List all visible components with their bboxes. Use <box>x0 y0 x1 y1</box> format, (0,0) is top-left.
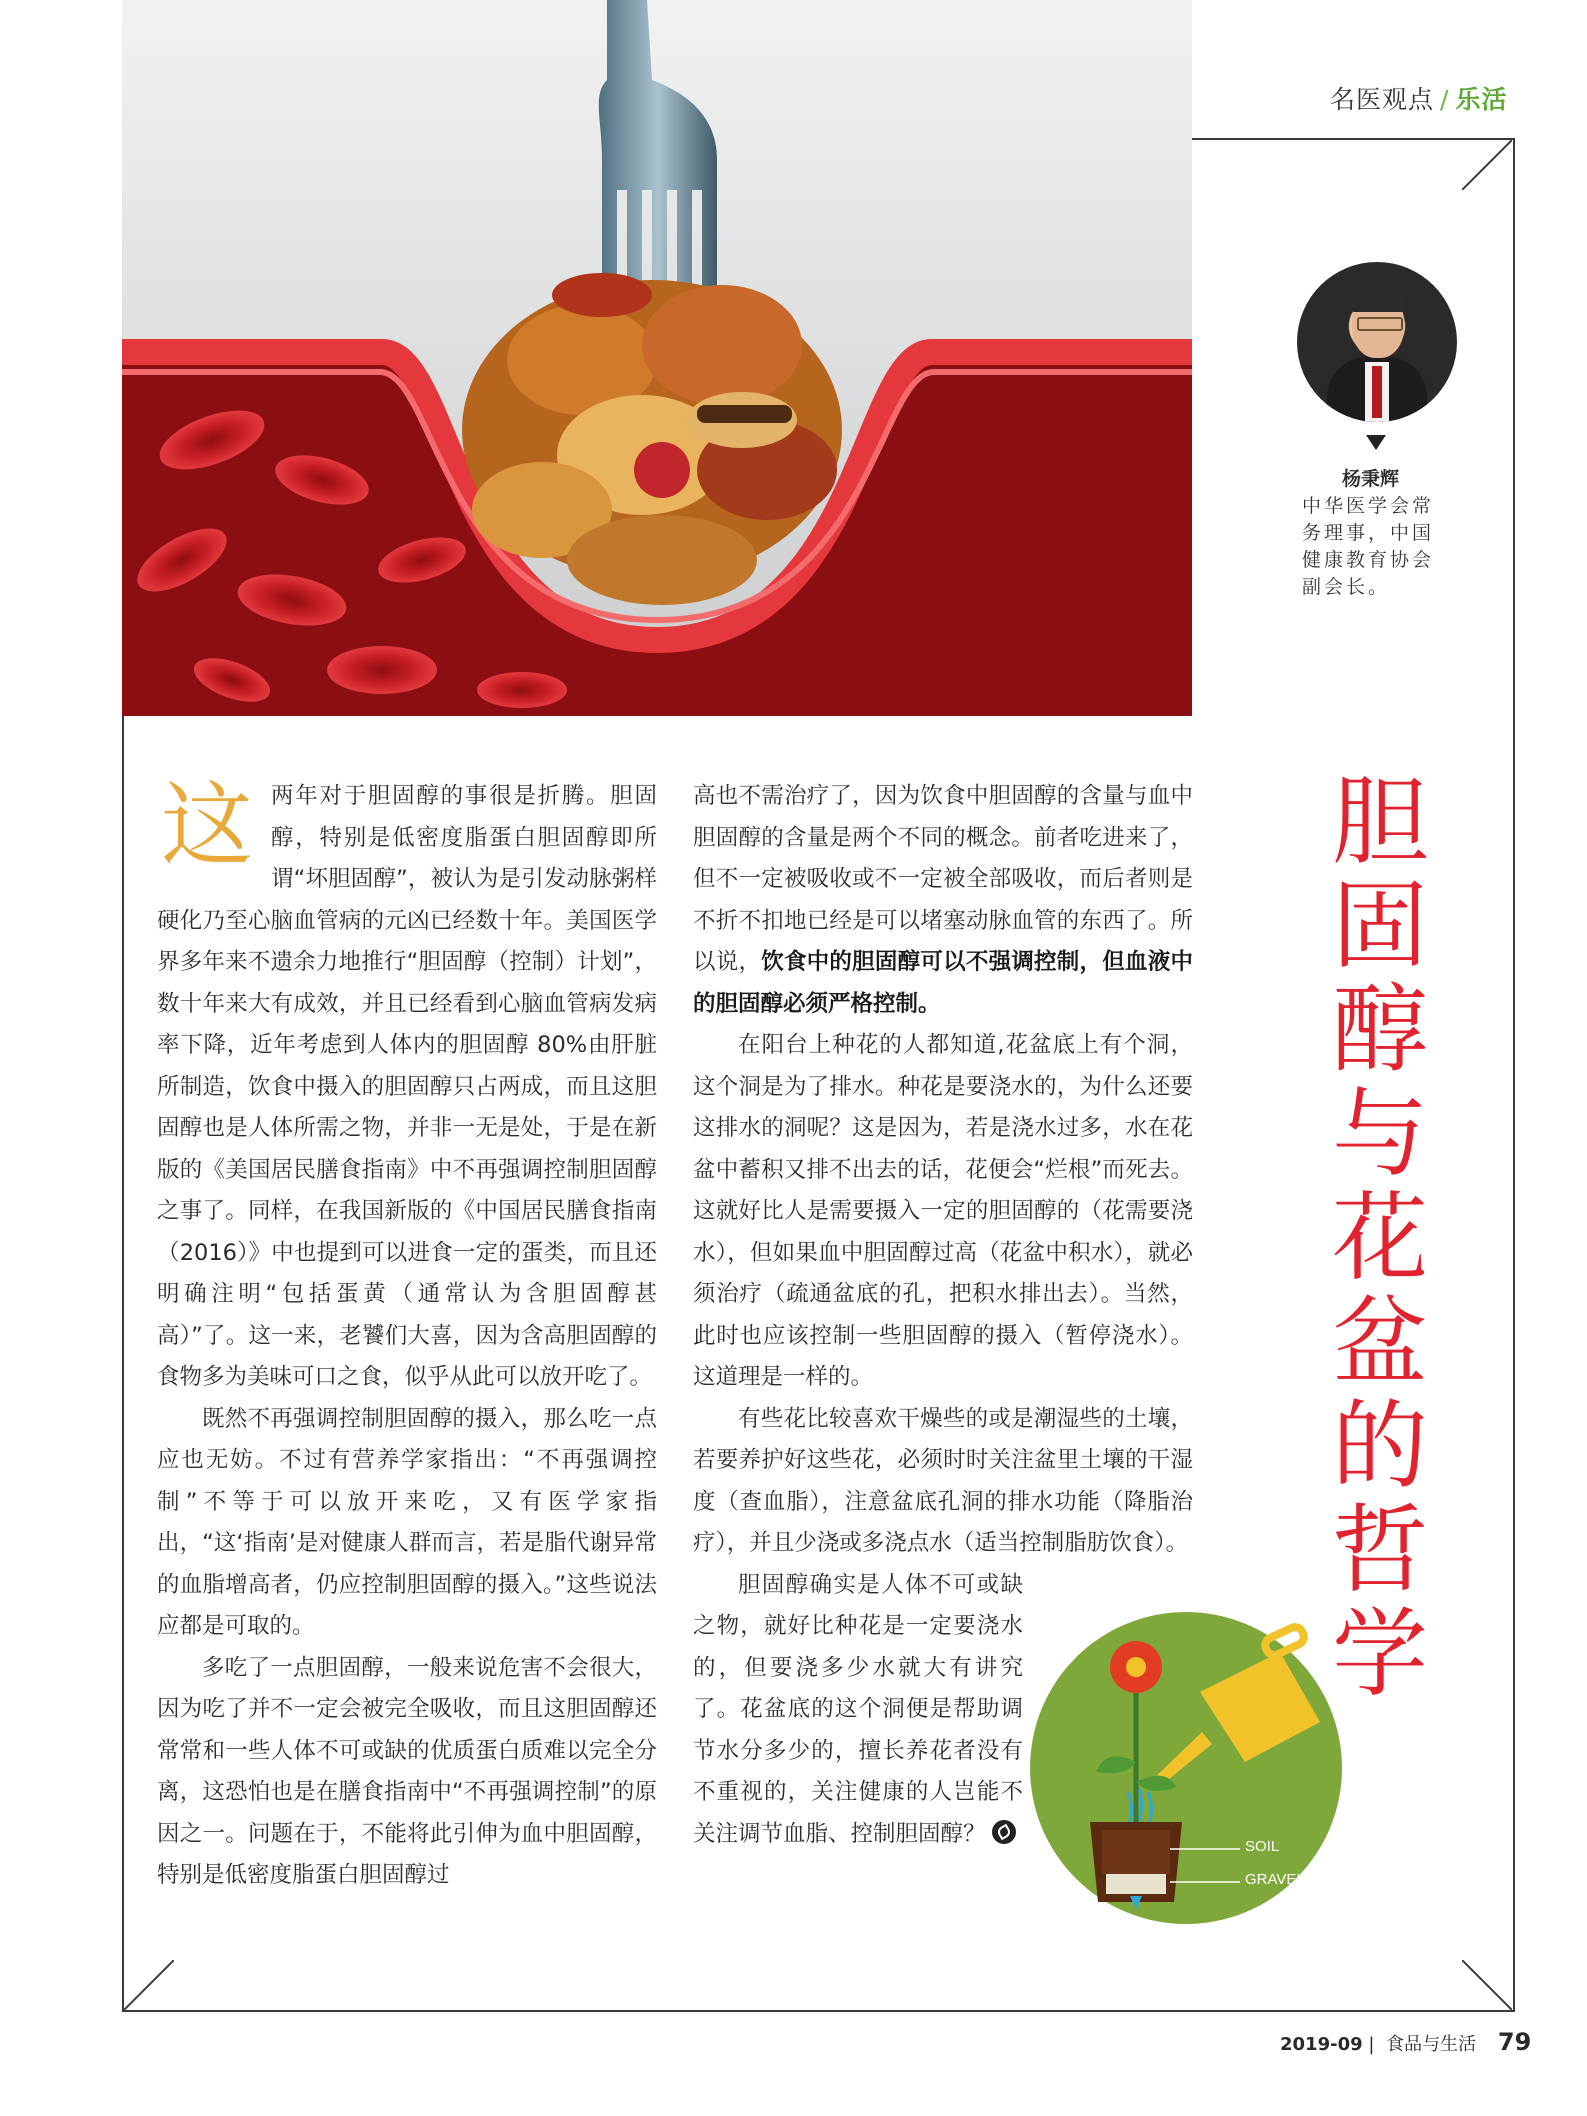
paragraph-6: 有些花比较喜欢干燥些的或是潮湿些的土壤，若要养护好这些花，必须时时关注盆里土壤的干湿度（查血脂），注意盆底孔洞的排水功能（降脂治疗），并且少浇或多浇点水（适当控制脂肪饮食）。 <box>693 1405 1193 1556</box>
hero-illustration <box>122 0 1192 716</box>
column-label: 乐活 <box>1455 85 1508 114</box>
corner-mark-bottom-right <box>1462 1960 1512 2010</box>
article-title: 胆固醇与花盆的哲学 <box>1332 766 1428 1710</box>
author-pointer-icon <box>1366 435 1386 450</box>
magazine-name: 食品与生活 <box>1386 2034 1477 2055</box>
paragraph-3: 多吃了一点胆固醇，一般来说危害不会很大，因为吃了并不一定会被完全吸收，而且这胆固醇还常常和一些人体不可或缺的优质蛋白质难以完全分离，这恐怕也是在膳食指南中“不再强调控制”的原因之一。问题在于，不能将此引伸为血中胆固醇，特别是低密度脂蛋白胆固醇过 <box>157 1654 657 1888</box>
section-label: 名医观点 <box>1330 85 1435 114</box>
end-mark-icon <box>992 1820 1016 1844</box>
paragraph-7 <box>693 1565 1023 1856</box>
author-avatar <box>1297 262 1457 422</box>
frame-left-line <box>122 716 124 2012</box>
drop-cap: 这 <box>160 772 253 879</box>
soil-label: SOIL <box>1245 1838 1280 1855</box>
frame-bottom-line <box>122 2010 1515 2012</box>
page-header <box>1330 80 1507 116</box>
key-statement: 饮食中的胆固醇可以不强调控制，但血液中的胆固醇必须严格控制。 <box>693 949 1193 1017</box>
frame-right-line <box>1513 140 1515 2012</box>
author-bio: 中华医学会常务理事，中国健康教育协会副会长。 <box>1302 495 1435 598</box>
flowerpot-illustration <box>1030 1612 1342 1924</box>
paragraph-1 <box>157 772 657 1399</box>
gravel-label: GRAVEL <box>1245 1871 1305 1888</box>
corner-mark-top-right <box>1462 140 1512 190</box>
header-separator: / <box>1440 85 1450 114</box>
paragraph-2: 既然不再强调控制胆固醇的摄入，那么吃一点应也无妨。不过有营养学家指出：“不再强调控制”不等于可以放开来吃，又有医学家指出，“这‘指南’是对健康人群而言，若是脂代谢异常的血脂增高者，仍应控制胆固醇的摄入。”这些说法应都是可取的。 <box>157 1405 657 1639</box>
paragraph-1-text: 两年对于胆固醇的事很是折腾。胆固醇，特别是低密度脂蛋白胆固醇即所谓“坏胆固醇”，被认为是引发动脉粥样硬化乃至心脑血管病的元凶已经数十年。美国医学界多年来不遗余力地推行“胆固醇（控制）计划”，数十年来大有成效，并且已经看到心脑血管病发病率下降，近年考虑到人体内的胆固醇 80%由肝脏所制造，饮食中摄入的胆固醇只占两成，而且这胆固醇也是人体所需之物，并非一无是处，于是在新版的《美国居民膳食指南》中不再强调控制胆固醇之事了。同样，在我国新版的《中国居民膳食指南（2016）》中也提到可以进食一定的蛋类，而且还明确注明“包括蛋黄（通常认为含胆固醇甚高）”了。这一来，老饕们大喜，因为含高胆固醇的食物多为美味可口之食，似乎从此可以放开吃了。 <box>157 783 657 1390</box>
paragraph-7-text: 胆固醇确实是人体不可或缺之物，就好比种花是一定要浇水的，但要浇多少水就大有讲究了。花盆底的这个洞便是帮助调节水分多少的，擅长养花者没有不重视的，关注健康的人岂能不关注调节血脂、控制胆固醇？ <box>693 1571 1023 1847</box>
article-column-1 <box>157 772 657 1897</box>
paragraph-4 <box>693 776 1193 1025</box>
paragraph-5: 在阳台上种花的人都知道,花盆底上有个洞，这个洞是为了排水。种花是要浇水的，为什么还要这排水的洞呢？这是因为，若是浇水过多，水在花盆中蓄积又排不出去的话，花便会“烂根”而死去。这就好比人是需要摄入一定的胆固醇的（花需要浇水），但如果血中胆固醇过高（花盆中积水），就必须治疗（疏通盆底的孔，把积水排出去）。当然，此时也应该控制一些胆固醇的摄入（暂停浇水）。这道理是一样的。 <box>693 1032 1193 1390</box>
paragraph-4-text: 高也不需治疗了，因为饮食中胆固醇的含量与血中胆固醇的含量是两个不同的概念。前者吃进来了，但不一定被吸收或不一定被全部吸收，而后者则是不折不扣地已经是可以堵塞动脉血管的东西了。所以说， <box>693 783 1193 975</box>
author-name: 杨秉辉 <box>1342 468 1400 490</box>
page-number: 79 <box>1497 2028 1532 2056</box>
corner-mark-bottom-left <box>124 1960 174 2010</box>
issue-date: 2019-09 <box>1280 2034 1363 2055</box>
footer-divider: | <box>1368 2034 1375 2055</box>
page-footer <box>1280 2028 1531 2056</box>
